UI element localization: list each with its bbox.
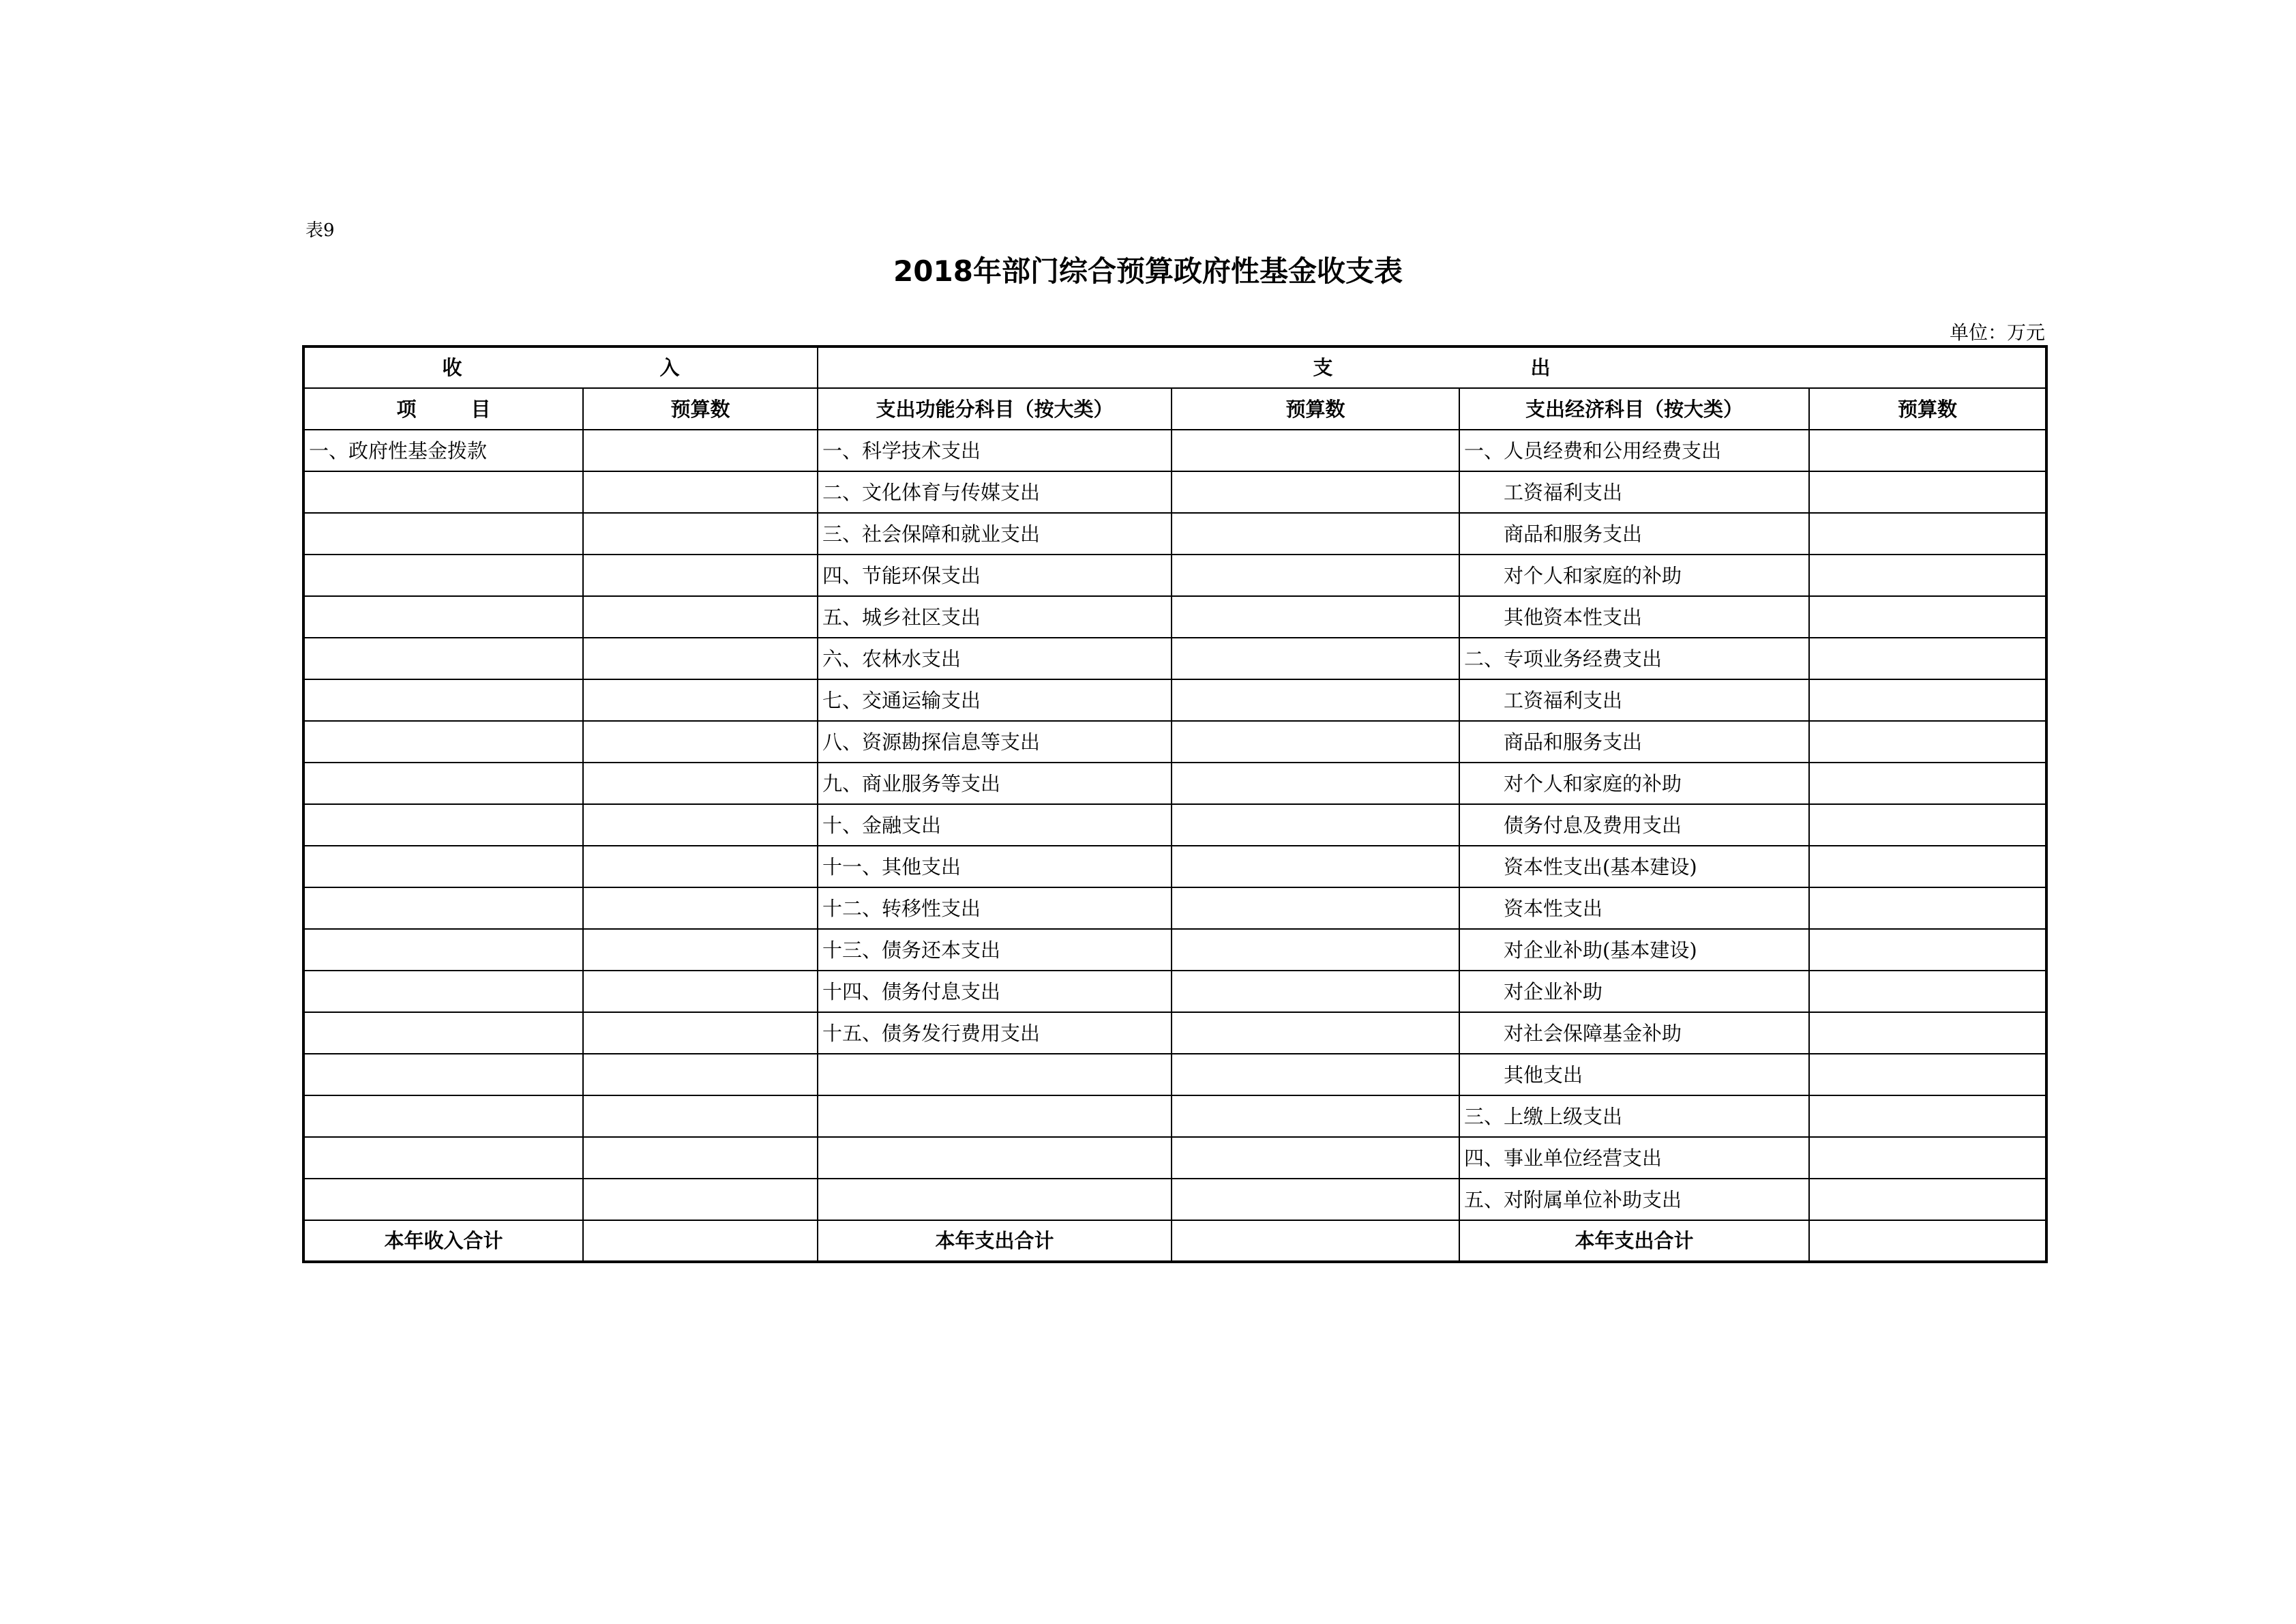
income-budget-cell — [583, 471, 818, 513]
table-row — [303, 1095, 2046, 1137]
func-budget-cell — [1172, 721, 1459, 763]
econ-class-cell: 四、事业单位经营支出 — [1459, 1137, 1809, 1179]
income-item-cell — [303, 1012, 583, 1054]
income-budget-cell — [583, 804, 818, 846]
econ-class-cell: 其他支出 — [1459, 1054, 1809, 1095]
econ-budget-cell — [1809, 763, 2046, 804]
income-item-cell — [303, 596, 583, 638]
econ-class-cell: 三、上缴上级支出 — [1459, 1095, 1809, 1137]
func-class-cell: 十一、其他支出 — [818, 846, 1172, 887]
header-row-columns — [303, 388, 2046, 430]
table-row — [303, 638, 2046, 679]
income-header-char-2: 入 — [659, 356, 680, 379]
func-class-cell: 七、交通运输支出 — [818, 679, 1172, 721]
func-class-cell — [818, 1137, 1172, 1179]
func-class-cell — [818, 1095, 1172, 1137]
func-class-cell: 三、社会保障和就业支出 — [818, 513, 1172, 555]
expense-header-char-1: 支 — [1313, 356, 1333, 379]
income-item-cell — [303, 721, 583, 763]
econ-budget-cell — [1809, 513, 2046, 555]
table-row — [303, 596, 2046, 638]
income-total-value — [583, 1220, 818, 1262]
econ-budget-cell — [1809, 1137, 2046, 1179]
func-class-cell: 四、节能环保支出 — [818, 555, 1172, 596]
econ-class-cell: 工资福利支出 — [1459, 679, 1809, 721]
econ-budget-cell — [1809, 679, 2046, 721]
econ-class-cell: 其他资本性支出 — [1459, 596, 1809, 638]
table-row — [303, 846, 2046, 887]
income-item-cell — [303, 555, 583, 596]
income-budget-cell — [583, 1095, 818, 1137]
econ-class-cell: 资本性支出 — [1459, 887, 1809, 929]
income-budget-cell — [583, 1179, 818, 1220]
table-row — [303, 1137, 2046, 1179]
table-row — [303, 555, 2046, 596]
table-row — [303, 887, 2046, 929]
func-class-cell: 六、农林水支出 — [818, 638, 1172, 679]
income-item-cell: 一、政府性基金拨款 — [303, 430, 583, 471]
func-budget-cell — [1172, 846, 1459, 887]
econ-budget-cell — [1809, 1054, 2046, 1095]
income-item-cell — [303, 679, 583, 721]
econ-class-cell: 工资福利支出 — [1459, 471, 1809, 513]
table-row — [303, 679, 2046, 721]
func-budget-cell — [1172, 1012, 1459, 1054]
totals-row — [303, 1220, 2046, 1262]
col-header-item-char-1: 项 — [396, 397, 417, 421]
table-row — [303, 513, 2046, 555]
func-budget-cell — [1172, 887, 1459, 929]
econ-class-cell: 商品和服务支出 — [1459, 721, 1809, 763]
income-item-cell — [303, 929, 583, 971]
income-budget-cell — [583, 721, 818, 763]
col-header-item — [303, 388, 583, 430]
econ-total-label: 本年支出合计 — [1459, 1220, 1809, 1262]
econ-class-cell: 对个人和家庭的补助 — [1459, 555, 1809, 596]
income-budget-cell — [583, 929, 818, 971]
income-item-cell — [303, 763, 583, 804]
income-budget-cell — [583, 1054, 818, 1095]
header-row-top — [303, 346, 2046, 388]
table-row — [303, 1179, 2046, 1220]
unit-label: 单位：万元 — [1949, 321, 2045, 344]
income-total-label: 本年收入合计 — [303, 1220, 583, 1262]
income-budget-cell — [583, 1137, 818, 1179]
func-budget-cell — [1172, 804, 1459, 846]
func-budget-cell — [1172, 430, 1459, 471]
econ-budget-cell — [1809, 596, 2046, 638]
income-item-cell — [303, 971, 583, 1012]
page-title: 2018年部门综合预算政府性基金收支表 — [893, 254, 1403, 288]
func-budget-cell — [1172, 971, 1459, 1012]
econ-budget-cell — [1809, 887, 2046, 929]
econ-class-cell: 一、人员经费和公用经费支出 — [1459, 430, 1809, 471]
income-item-cell — [303, 471, 583, 513]
func-budget-cell — [1172, 1137, 1459, 1179]
table-row — [303, 430, 2046, 471]
func-budget-cell — [1172, 763, 1459, 804]
func-budget-cell — [1172, 929, 1459, 971]
econ-class-cell: 资本性支出(基本建设) — [1459, 846, 1809, 887]
income-budget-cell — [583, 846, 818, 887]
income-item-cell — [303, 887, 583, 929]
income-budget-cell — [583, 679, 818, 721]
econ-class-cell: 商品和服务支出 — [1459, 513, 1809, 555]
income-budget-cell — [583, 638, 818, 679]
income-item-cell — [303, 1179, 583, 1220]
func-class-cell — [818, 1054, 1172, 1095]
col-header-func-class: 支出功能分科目（按大类） — [818, 388, 1172, 430]
income-budget-cell — [583, 555, 818, 596]
expense-header-char-2: 出 — [1530, 356, 1551, 379]
econ-budget-cell — [1809, 971, 2046, 1012]
func-class-cell: 八、资源勘探信息等支出 — [818, 721, 1172, 763]
econ-class-cell: 对企业补助(基本建设) — [1459, 929, 1809, 971]
table-row — [303, 471, 2046, 513]
func-budget-cell — [1172, 1095, 1459, 1137]
func-budget-cell — [1172, 555, 1459, 596]
col-header-item-char-2: 目 — [471, 397, 491, 421]
col-header-econ-budget: 预算数 — [1809, 388, 2046, 430]
econ-budget-cell — [1809, 1012, 2046, 1054]
func-total-label: 本年支出合计 — [818, 1220, 1172, 1262]
econ-class-cell: 五、对附属单位补助支出 — [1459, 1179, 1809, 1220]
col-header-func-budget: 预算数 — [1172, 388, 1459, 430]
table-row — [303, 971, 2046, 1012]
func-class-cell: 十、金融支出 — [818, 804, 1172, 846]
econ-budget-cell — [1809, 430, 2046, 471]
income-item-cell — [303, 846, 583, 887]
econ-budget-cell — [1809, 555, 2046, 596]
table-row — [303, 929, 2046, 971]
income-budget-cell — [583, 596, 818, 638]
income-budget-cell — [583, 1012, 818, 1054]
func-class-cell: 十四、债务付息支出 — [818, 971, 1172, 1012]
income-item-cell — [303, 638, 583, 679]
col-header-econ-class: 支出经济科目（按大类） — [1459, 388, 1809, 430]
func-class-cell — [818, 1179, 1172, 1220]
func-class-cell: 九、商业服务等支出 — [818, 763, 1172, 804]
func-class-cell: 十三、债务还本支出 — [818, 929, 1172, 971]
econ-total-value — [1809, 1220, 2046, 1262]
func-budget-cell — [1172, 638, 1459, 679]
func-budget-cell — [1172, 513, 1459, 555]
econ-budget-cell — [1809, 1179, 2046, 1220]
econ-budget-cell — [1809, 804, 2046, 846]
func-budget-cell — [1172, 471, 1459, 513]
func-budget-cell — [1172, 596, 1459, 638]
income-item-cell — [303, 1054, 583, 1095]
income-header — [303, 346, 818, 388]
econ-class-cell: 对社会保障基金补助 — [1459, 1012, 1809, 1054]
func-budget-cell — [1172, 679, 1459, 721]
econ-class-cell: 二、专项业务经费支出 — [1459, 638, 1809, 679]
econ-budget-cell — [1809, 471, 2046, 513]
econ-class-cell: 债务付息及费用支出 — [1459, 804, 1809, 846]
income-budget-cell — [583, 513, 818, 555]
income-header-char-1: 收 — [442, 356, 462, 379]
func-budget-cell — [1172, 1179, 1459, 1220]
table-row — [303, 763, 2046, 804]
income-budget-cell — [583, 430, 818, 471]
econ-budget-cell — [1809, 846, 2046, 887]
income-item-cell — [303, 513, 583, 555]
table-row — [303, 1012, 2046, 1054]
func-class-cell: 二、文化体育与传媒支出 — [818, 471, 1172, 513]
table-row — [303, 721, 2046, 763]
econ-budget-cell — [1809, 1095, 2046, 1137]
table-number: 表9 — [305, 220, 335, 241]
table-row — [303, 804, 2046, 846]
func-class-cell: 十二、转移性支出 — [818, 887, 1172, 929]
econ-budget-cell — [1809, 638, 2046, 679]
income-item-cell — [303, 804, 583, 846]
table-body — [303, 430, 2046, 1220]
income-budget-cell — [583, 887, 818, 929]
table-row — [303, 1054, 2046, 1095]
income-budget-cell — [583, 971, 818, 1012]
expense-header — [818, 346, 2046, 388]
func-total-value — [1172, 1220, 1459, 1262]
func-class-cell: 五、城乡社区支出 — [818, 596, 1172, 638]
func-class-cell: 十五、债务发行费用支出 — [818, 1012, 1172, 1054]
econ-budget-cell — [1809, 929, 2046, 971]
budget-table — [302, 345, 2048, 1263]
econ-class-cell: 对企业补助 — [1459, 971, 1809, 1012]
income-item-cell — [303, 1095, 583, 1137]
income-budget-cell — [583, 763, 818, 804]
econ-budget-cell — [1809, 721, 2046, 763]
econ-class-cell: 对个人和家庭的补助 — [1459, 763, 1809, 804]
func-class-cell: 一、科学技术支出 — [818, 430, 1172, 471]
income-item-cell — [303, 1137, 583, 1179]
col-header-income-budget: 预算数 — [583, 388, 818, 430]
func-budget-cell — [1172, 1054, 1459, 1095]
